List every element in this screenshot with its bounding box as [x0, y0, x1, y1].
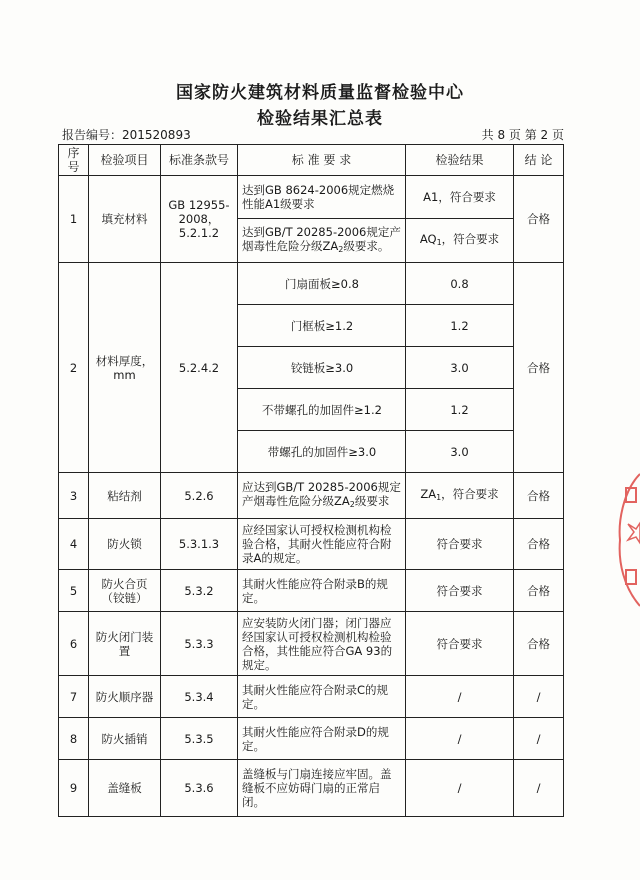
doc-title: 国家防火建筑材料质量监督检验中心: [176, 83, 464, 103]
table-row: [59, 570, 564, 612]
table-row: [59, 263, 564, 305]
cell-requirement: 盖缝板与门扇连接应牢固。盖缝板不应妨碍门扇的正常启闭。: [238, 760, 406, 817]
cell-result: 0.8: [406, 263, 514, 305]
cell-conclusion: 合格: [514, 473, 564, 519]
cell-result: /: [406, 760, 514, 817]
cell-clause: 5.3.4: [161, 676, 238, 718]
results-table: [58, 144, 564, 817]
cell-item: 防火合页（铰链）: [89, 570, 161, 612]
table-row: [59, 718, 564, 760]
cell-no: 6: [59, 612, 89, 676]
cell-conclusion: /: [514, 676, 564, 718]
cell-item: 盖缝板: [89, 760, 161, 817]
cell-requirement: 应经国家认可授权检测机构检验合格，其耐火性能应符合附录A的规定。: [238, 519, 406, 570]
col-header-requirement: 标 准 要 求: [238, 145, 406, 176]
cell-result: 3.0: [406, 347, 514, 389]
official-seal-fragment: [614, 470, 640, 610]
cell-clause: 5.2.4.2: [161, 263, 238, 473]
cell-conclusion: 合格: [514, 176, 564, 263]
cell-conclusion: 合格: [514, 570, 564, 612]
col-header-item: 检验项目: [89, 145, 161, 176]
cell-item: 材料厚度，mm: [89, 263, 161, 473]
cell-conclusion: 合格: [514, 612, 564, 676]
table-header-row: [59, 145, 564, 176]
cell-conclusion: 合格: [514, 263, 564, 473]
cell-result: 1.2: [406, 305, 514, 347]
cell-item: 防火闭门装置: [89, 612, 161, 676]
cell-result: $AQ_1$，符合要求: [406, 219, 514, 263]
cell-requirement: 其耐火性能应符合附录C的规定。: [238, 676, 406, 718]
cell-no: 5: [59, 570, 89, 612]
table-row: [59, 760, 564, 817]
col-header-conclusion: 结 论: [514, 145, 564, 176]
cell-clause: 5.3.3: [161, 612, 238, 676]
cell-item: 防火顺序器: [89, 676, 161, 718]
cell-clause: 5.3.6: [161, 760, 238, 817]
report-number: 报告编号：201520893: [62, 128, 191, 142]
cell-clause: 5.3.2: [161, 570, 238, 612]
cell-conclusion: 合格: [514, 519, 564, 570]
cell-requirement: 门框板≥1.2: [238, 305, 406, 347]
cell-no: 9: [59, 760, 89, 817]
cell-requirement: 应安装防火闭门器；闭门器应经国家认可授权检测机构检验合格，其性能应符合GA 93的规定。: [238, 612, 406, 676]
cell-result: 1.2: [406, 389, 514, 431]
cell-result: 符合要求: [406, 519, 514, 570]
cell-no: 2: [59, 263, 89, 473]
cell-no: 8: [59, 718, 89, 760]
cell-requirement: 门扇面板≥0.8: [238, 263, 406, 305]
cell-clause: 5.3.1.3: [161, 519, 238, 570]
cell-conclusion: /: [514, 718, 564, 760]
cell-requirement: 达到GB 8624-2006规定燃烧性能A1级要求: [238, 176, 406, 219]
cell-requirement: 其耐火性能应符合附录B的规定。: [238, 570, 406, 612]
cell-no: 1: [59, 176, 89, 263]
cell-result: 符合要求: [406, 612, 514, 676]
cell-no: 7: [59, 676, 89, 718]
doc-subtitle: 检验结果汇总表: [257, 109, 383, 129]
cell-result: A1，符合要求: [406, 176, 514, 219]
cell-item: 粘结剂: [89, 473, 161, 519]
cell-requirement: 不带螺孔的加固件≥1.2: [238, 389, 406, 431]
col-header-result: 检验结果: [406, 145, 514, 176]
cell-item: 填充材料: [89, 176, 161, 263]
cell-no: 3: [59, 473, 89, 519]
cell-clause: 5.3.5: [161, 718, 238, 760]
page-info: 共 8 页 第 2 页: [481, 128, 564, 142]
cell-requirement: 应达到GB/T 20285-2006规定产烟毒性危险分级$ZA_2$级要求: [238, 473, 406, 519]
table-row: [59, 676, 564, 718]
cell-requirement: 铰链板≥3.0: [238, 347, 406, 389]
table-row: [59, 473, 564, 519]
cell-result: /: [406, 718, 514, 760]
cell-clause: 5.2.6: [161, 473, 238, 519]
cell-result: 符合要求: [406, 570, 514, 612]
cell-requirement: 带螺孔的加固件≥3.0: [238, 431, 406, 473]
table-row: [59, 519, 564, 570]
col-header-no: 序号: [59, 145, 89, 176]
cell-result: /: [406, 676, 514, 718]
cell-result: $ZA_1$，符合要求: [406, 473, 514, 519]
cell-item: 防火锁: [89, 519, 161, 570]
cell-result: 3.0: [406, 431, 514, 473]
cell-clause: GB 12955-2008，5.2.1.2: [161, 176, 238, 263]
cell-item: 防火插销: [89, 718, 161, 760]
cell-conclusion: /: [514, 760, 564, 817]
col-header-clause: 标准条款号: [161, 145, 238, 176]
cell-no: 4: [59, 519, 89, 570]
table-row: [59, 176, 564, 219]
cell-requirement: 其耐火性能应符合附录D的规定。: [238, 718, 406, 760]
cell-requirement: 达到GB/T 20285-2006规定产烟毒性危险分级$ZA_2$级要求。: [238, 219, 406, 263]
table-row: [59, 612, 564, 676]
